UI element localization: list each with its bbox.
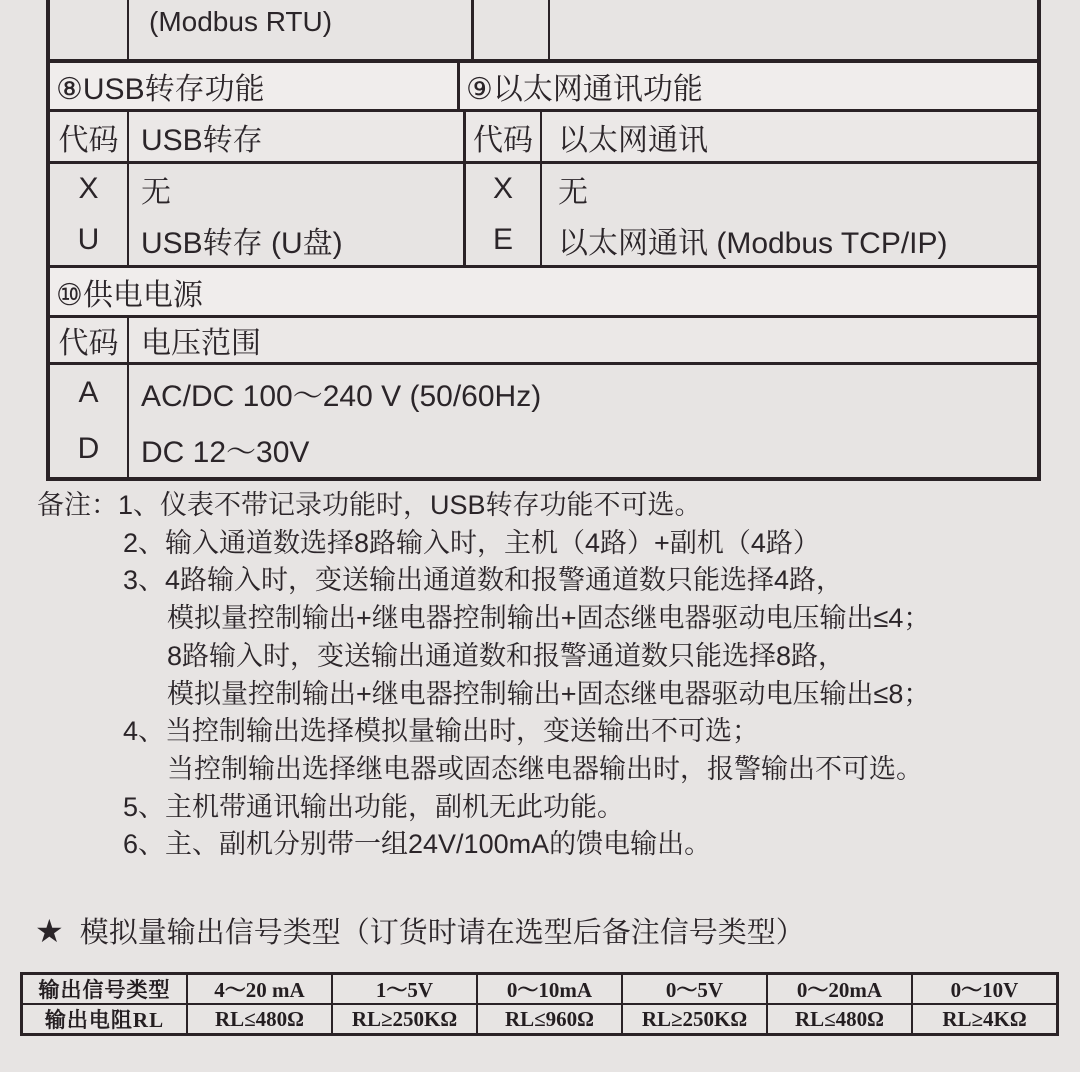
ethernet-section-title: ⑨以太网通讯功能 [466, 73, 703, 106]
load-resistance-cell: RL≥4KΩ [942, 1006, 1027, 1031]
usb-desc-values [129, 164, 466, 265]
power-desc-acdc: AC/DC 100～240 V (50/60Hz) [141, 380, 542, 413]
remark-line-1 [0, 487, 1080, 525]
signal-type-cell: 4～20 mA [188, 975, 333, 1003]
usb-code-header: 代码 [50, 112, 129, 161]
signal-type-cell: 1～5V [333, 975, 478, 1003]
remark-line-5: 5、主机带通讯输出功能，副机无此功能。 [123, 791, 625, 822]
ethernet-code-e: E [492, 222, 513, 256]
load-resistance-row [23, 1005, 1056, 1033]
power-header-row [50, 318, 1037, 365]
load-resistance-cell: RL≤480Ω [768, 1005, 913, 1033]
load-resistance-header: 输出电阻RL [23, 1005, 188, 1033]
remark-line-3-cont-1: 模拟量控制输出+继电器控制输出+固态继电器驱动电压输出≤4； [167, 603, 931, 634]
modbus-rtu-cell: (Modbus RTU) [129, 0, 474, 59]
output-signal-table [20, 972, 1059, 1036]
usb-section-title: ⑧USB转存功能 [50, 63, 460, 109]
ethernet-code-x: X [492, 172, 513, 206]
remark-line-6: 6、主、副机分别带一组24V/100mA的馈电输出。 [123, 829, 712, 860]
power-desc-header: 电压范围 [141, 327, 261, 360]
model-selection-table [46, 0, 1041, 481]
ethernet-desc-values [542, 164, 1037, 265]
power-body-row [50, 365, 1037, 477]
load-resistance-cell: RL≤960Ω [478, 1005, 623, 1033]
power-desc-dc: DC 12～30V [141, 436, 310, 469]
usb-ethernet-header-row [50, 112, 1037, 164]
ethernet-desc-tcpip: 以太网通讯 (Modbus TCP/IP) [558, 226, 948, 260]
signal-type-header: 输出信号类型 [23, 975, 188, 1003]
usb-desc-header: USB转存 [129, 112, 466, 161]
remark-line-4: 4、当控制输出选择模拟量输出时，变送输出不可选； [123, 716, 760, 747]
ethernet-code-values [466, 164, 542, 265]
remarks-label: 备注： [37, 490, 118, 520]
usb-desc-none: 无 [141, 176, 171, 210]
load-resistance-cell: RL≥250KΩ [623, 1005, 768, 1033]
usb-code-values [50, 164, 129, 265]
analog-signal-note [35, 910, 805, 951]
remark-line-4-cont: 当控制输出选择继电器或固态继电器输出时，报警输出不可选。 [167, 753, 923, 784]
remark-line-3-cont-3: 模拟量控制输出+继电器控制输出+固态继电器驱动电压输出≤8； [167, 678, 931, 709]
signal-type-cell: 0～20mA [768, 975, 913, 1003]
power-desc-values [129, 365, 1037, 477]
ethernet-code-header: 代码 [466, 112, 542, 161]
remark-line-3-cont-2: 8路输入时，变送输出通道数和报警通道数只能选择8路， [167, 640, 846, 671]
signal-type-row [23, 975, 1056, 1005]
remark-line-3: 3、4路输入时，变送输出通道数和报警通道数只能选择4路， [123, 565, 844, 596]
power-code-d: D [77, 432, 100, 465]
power-code-a: A [78, 376, 99, 409]
signal-type-cell: 0～10mA [478, 975, 623, 1003]
power-code-header: 代码 [50, 318, 129, 362]
signal-type-cell: 0～5V [623, 975, 768, 1003]
usb-desc-udisk: USB转存 (U盘) [141, 226, 343, 260]
ethernet-desc-header: 以太网通讯 [558, 123, 708, 157]
ethernet-desc-none: 无 [558, 176, 588, 210]
load-resistance-cell: RL≤480Ω [188, 1005, 333, 1033]
power-code-values [50, 365, 129, 477]
partial-empty-desc-cell-right [550, 0, 1037, 59]
load-resistance-cell: RL≥250KΩ [333, 1005, 478, 1033]
partial-empty-code-cell-right [474, 0, 550, 59]
remark-text-1: 1、仪表不带记录功能时，USB转存功能不可选。 [118, 490, 702, 520]
section-band-usb-ethernet [50, 63, 1037, 112]
remarks-block [0, 487, 1080, 864]
analog-signal-note-text: 模拟量输出信号类型（订货时请在选型后备注信号类型） [79, 917, 805, 949]
usb-code-u: U [77, 222, 100, 256]
partial-top-row [50, 0, 1037, 63]
signal-type-cell: 0～10V [950, 978, 1019, 1002]
usb-code-x: X [78, 172, 99, 206]
power-section-title: ⑩供电电源 [50, 268, 1037, 318]
partial-empty-code-cell [50, 0, 129, 59]
remark-line-2: 2、输入通道数选择8路输入时，主机（4路）+副机（4路） [123, 527, 820, 558]
star-icon: ★ [35, 912, 64, 949]
usb-ethernet-body-row [50, 164, 1037, 268]
